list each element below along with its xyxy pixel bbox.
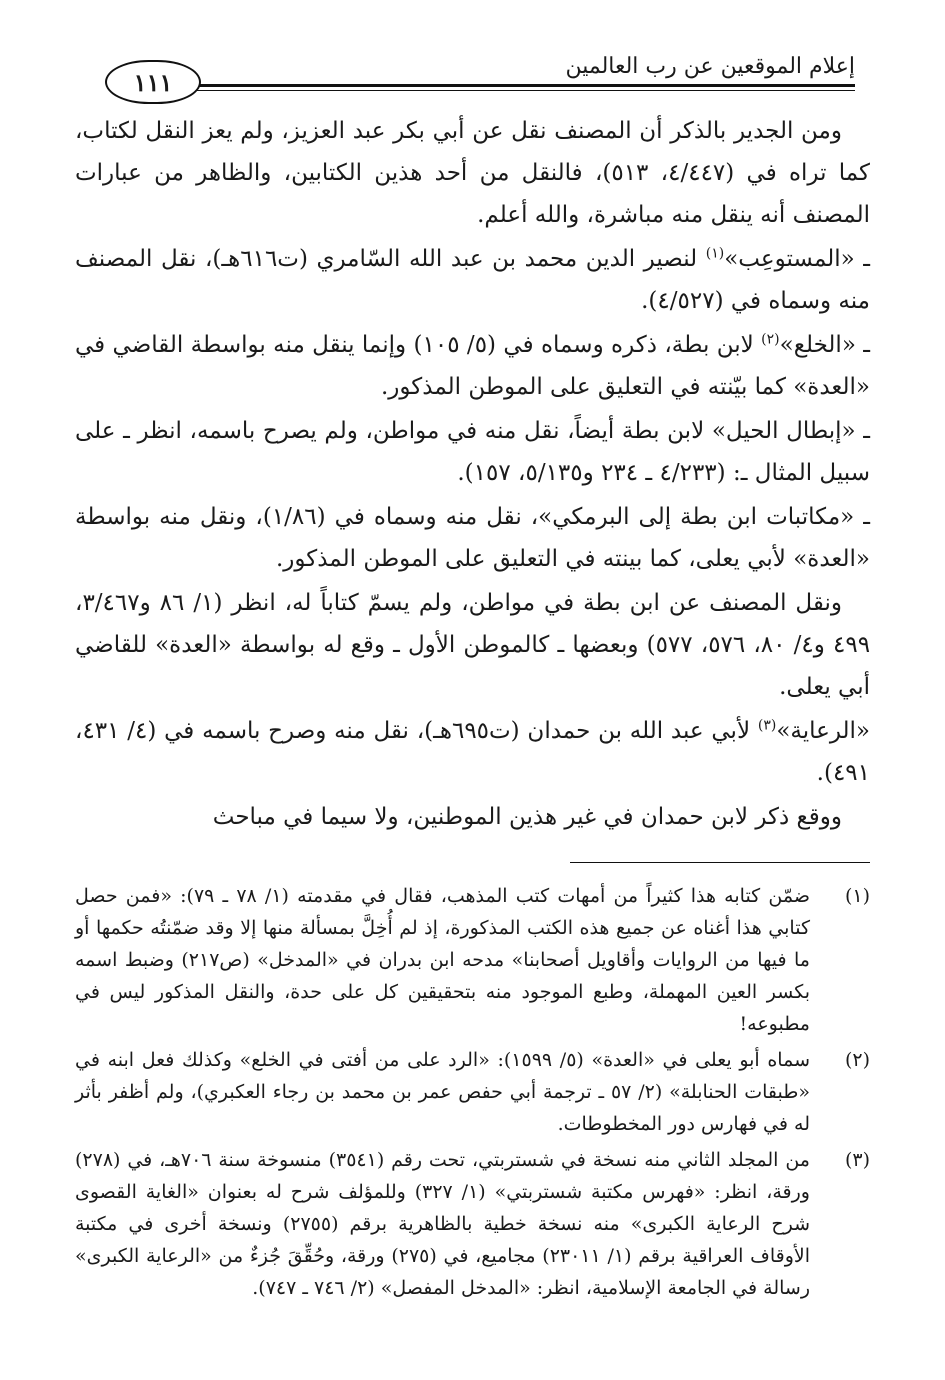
footnote-number: (٢)	[844, 1049, 870, 1071]
paragraph-3-text: لابن بطة، ذكره وسماه في (٥/ ١٠٥) وإنما ينقل منه بواسطة القاضي في «العدة» كما بيّنته في التعليق على الموطن المذكور.	[75, 332, 870, 400]
footnote-ref-3[interactable]: (٣)	[757, 717, 777, 734]
footnote-separator	[570, 862, 870, 863]
paragraph-8	[75, 796, 870, 838]
book-title-khul: ـ «الخلع»	[779, 332, 871, 358]
footnote-1	[75, 880, 870, 1040]
footnote-text: ضمّن كتابه هذا كثيراً من أمهات كتب المذهب، فقال في مقدمته (١/ ٧٨ ـ ٧٩): «فمن حصل كتابي هذا أغناه عن جميع هذه الكتب المذكورة، إذ لم أُخِلَّ بمسألة منها إلا وقد ضمّنتُه حكمها أو ما فيها من الروايات وأقاويل أصحابنا» مدحه ابن بدران في «المدخل» (ص٢١٧) وضبط اسمه بكسر العين المهملة، وطبع الموجود منه بتحقيقين كل على حدة، والنقل المذكور ليس في مطبوعه!	[75, 885, 810, 1035]
book-title-riaya: «الرعاية»	[776, 718, 871, 744]
paragraph-6-text: ونقل المصنف عن ابن بطة في مواطن، ولم يسمّ كتاباً له، انظر (١/ ٨٦ و٣/٤٦٧، ٤٩٩ و٤/ ٨٠، ٥٧٦، ٥٧٧) وبعضها ـ كالموطن الأول ـ وقع له بواسطة «العدة» للقاضي أبي يعلى.	[75, 590, 871, 700]
running-title: إعلام الموقعين عن رب العالمين	[565, 54, 855, 79]
paragraph-2-text: لنصير الدين محمد بن عبد الله السّامري (ت٦١٦هـ)، نقل المصنف منه وسماه في (٤/٥٢٧).	[75, 246, 870, 314]
footnote-3	[75, 1144, 870, 1304]
footnote-text: سماه أبو يعلى في «العدة» (٥/ ١٥٩٩): «الرد على من أفتى في الخلع» وكذلك فعل ابنه في «طبقات الحنابلة» (٢/ ٥٧ ـ ترجمة أبي حفص عمر بن محمد بن رجاء العكبري)، ولم أظفر بأثر له في فهارس دور المخطوطات.	[75, 1049, 810, 1135]
paragraph-7-text: لأبي عبد الله بن حمدان (ت٦٩٥هـ)، نقل منه وصرح باسمه في (٤/ ٤٣١، ٤٩١).	[75, 718, 870, 786]
paragraph-6	[75, 582, 870, 708]
paragraph-1-text: ومن الجدير بالذكر أن المصنف نقل عن أبي بكر عبد العزيز، ولم يعز النقل لكتاب، كما تراه في (٤/٤٤٧، ٥١٣)، فالنقل من أحد هذين الكتابين، والظاهر من عبارات المصنف أنه ينقل منه مباشرة، والله أعلم.	[75, 118, 871, 228]
paragraph-4-text: ـ «إبطال الحيل» لابن بطة أيضاً، نقل منه في مواطن، ولم يصرح باسمه، انظر ـ على سبيل المثال ـ: (٤/٢٣٣ ـ ٢٣٤ و٥/١٣٥، ١٥٧).	[75, 418, 870, 486]
header-rule-thin	[195, 90, 855, 91]
footnote-number: (١)	[844, 885, 870, 907]
paragraph-1	[75, 110, 870, 236]
paragraph-8-text: ووقع ذكر لابن حمدان في غير هذين الموطنين، ولا سيما في مباحث	[212, 804, 842, 830]
header-rule-thick	[195, 84, 855, 87]
footnote-ref-2[interactable]: (٢)	[761, 331, 780, 348]
paragraph-4	[75, 410, 870, 494]
paragraph-5	[75, 496, 870, 580]
footnote-text: من المجلد الثاني منه نسخة في شستربتي، تحت رقم (٣٥٤١) منسوخة سنة ٧٠٦هـ، في (٢٧٨) ورقة، انظر: «فهرس مكتبة شستربتي» (١/ ٣٢٧) وللمؤلف شرح له بعنوان «الغاية القصوى شرح الرعاية الكبرى» منه نسخة خطية بالظاهرية برقم (٢٧٥٥) ونسخة أخرى في مكتبة الأوقاف العراقية برقم (١/ ٢٣٠١١) مجاميع، في (٢٧٥) ورقة، وحُقِّقَ جُزءٌ من «الرعاية الكبرى» رسالة في الجامعة الإسلامية، انظر: «المدخل المفصل» (٢/ ٧٤٦ ـ ٧٤٧).	[75, 1149, 811, 1299]
footnote-2	[75, 1044, 870, 1140]
paragraph-5-text: ـ «مكاتبات ابن بطة إلى البرمكي»، نقل منه وسماه في (١/٨٦)، ونقل منه بواسطة «العدة» لأبي يعلى، كما بينته في التعليق على الموطن المذكور.	[75, 504, 870, 572]
footnote-ref-1[interactable]: (١)	[705, 245, 725, 262]
page-number: ١١١	[105, 60, 201, 104]
footnote-number: (٣)	[844, 1149, 870, 1171]
footnotes	[75, 880, 870, 1308]
paragraph-2	[75, 238, 870, 322]
page-header	[95, 48, 855, 98]
book-title-mustawib: ـ «المستوعِب»	[724, 246, 871, 272]
paragraph-7	[75, 710, 870, 794]
paragraph-3	[75, 324, 870, 408]
main-text	[75, 110, 870, 840]
